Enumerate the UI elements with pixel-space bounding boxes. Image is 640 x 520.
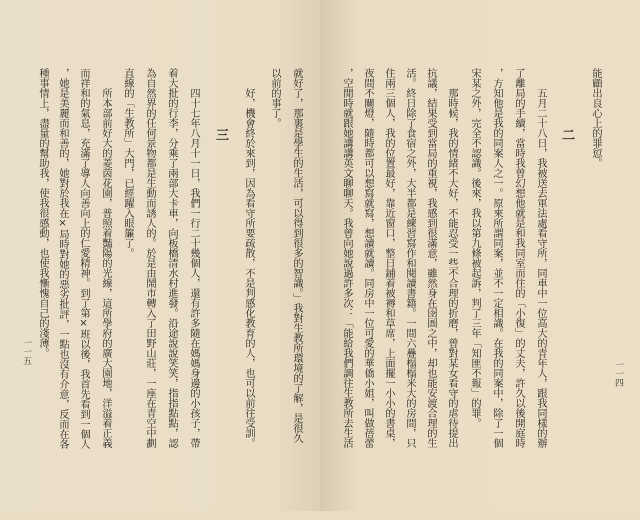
text-column: ，空閒時就跟她講講英文聊聊天。我曾向她說過許多次：「能給我們調往生教所去生活 (341, 68, 352, 448)
right-page (320, 0, 640, 511)
text-column: ，她是美麗而和善的，她對於我在×局時對她的惡劣批評，一點也沒有介意，反而在各 (57, 68, 68, 449)
text-column: 能顧出良心上的罪愆。 (590, 68, 601, 168)
text-column: 五月二十八日，我被送去軍法處看守所，同車中一位高大的青年人，跟我同樣的辦 (535, 88, 546, 448)
text-column: 抗議，結果受到當局的重視，我感到很滿意，雖然身在囹圄之中，却也能安渡合理的生 (425, 68, 436, 448)
text-column: 宋某之外，完全不認識。後來，我以第九條被起訴，判了三年「知匪不報」的罪。 (469, 68, 480, 428)
text-column: 就好了，那裏是學生的生活，可以得到很多的智識。」我對生教所環境的了解，是很久 (291, 68, 302, 443)
page-number: 一一四 (613, 360, 623, 387)
text-column: 夜間不關燈，隨時都可以想寫就寫，想讀就讀。同房中一位可愛的華僑小姐，叫做蓓蕾 (362, 68, 373, 448)
text-column: 為自然界的任何景物都是生動而誘人的。於是由鬧市轉入了田野山莊，一座在青空中劃 (144, 68, 155, 448)
left-page (0, 0, 320, 511)
text-column: 那時候，我的情緒不大好，不能忍受一些不合理的折磨，曾對某女看守的虐待提出 (446, 88, 457, 448)
page-number: 一一五 (21, 338, 31, 365)
section-heading: 二 (559, 128, 574, 141)
text-column: 而祥和的氣息，充滿了導人向善向上的仁愛精神。到了第×班以後，我首先看到一個人 (78, 68, 89, 449)
text-column: 活。終日除了食宿之外，大半都是練習寫作和閱讀書籍。一間六疊榻榻米大的房間，只 (404, 68, 415, 448)
section-heading: 三 (213, 128, 228, 141)
text-column: 種事情上，盡量的幫助我，使我很感動，也使我慚愧自己的淺薄。 (37, 68, 48, 358)
text-column: 着大批的行李，分乘了兩部大卡車，向板橋清水村進發。沿途說說笑笑，指指點點，認 (166, 68, 177, 448)
text-column: 所本部前好大的菱茵花園，普照着豔陽的光線，這所學府的廣大園地，洋溢着正義 (100, 88, 111, 448)
text-column: ，方知他是我的同案人之一。原來所謂同案，並不一定相識。在我的同案中，除了一個 (491, 68, 502, 448)
text-column: 四十七年八月十一日，我們一行二十幾個人，還有許多隨在媽媽身邊的小孩子，帶 (188, 88, 199, 448)
text-column: 住兩三個人，我的位置最好，靠近窗口，整日鋪着被褥和草席，上面擺一小小的書桌， (383, 68, 394, 448)
text-column: 了離局的手續，當時我曾幻想他就是和我同室而住的「小復」的丈夫，許久以後開庭時 (513, 68, 524, 448)
text-column: 以前的事了。 (269, 68, 280, 128)
text-column: 直線的「生教所」大門，已經躍入眼簾了。 (122, 68, 133, 258)
text-column: 好，機會終於來到，因為看守所要疏散，不是判感化教育的人，也可以前往受訓。 (243, 88, 254, 448)
